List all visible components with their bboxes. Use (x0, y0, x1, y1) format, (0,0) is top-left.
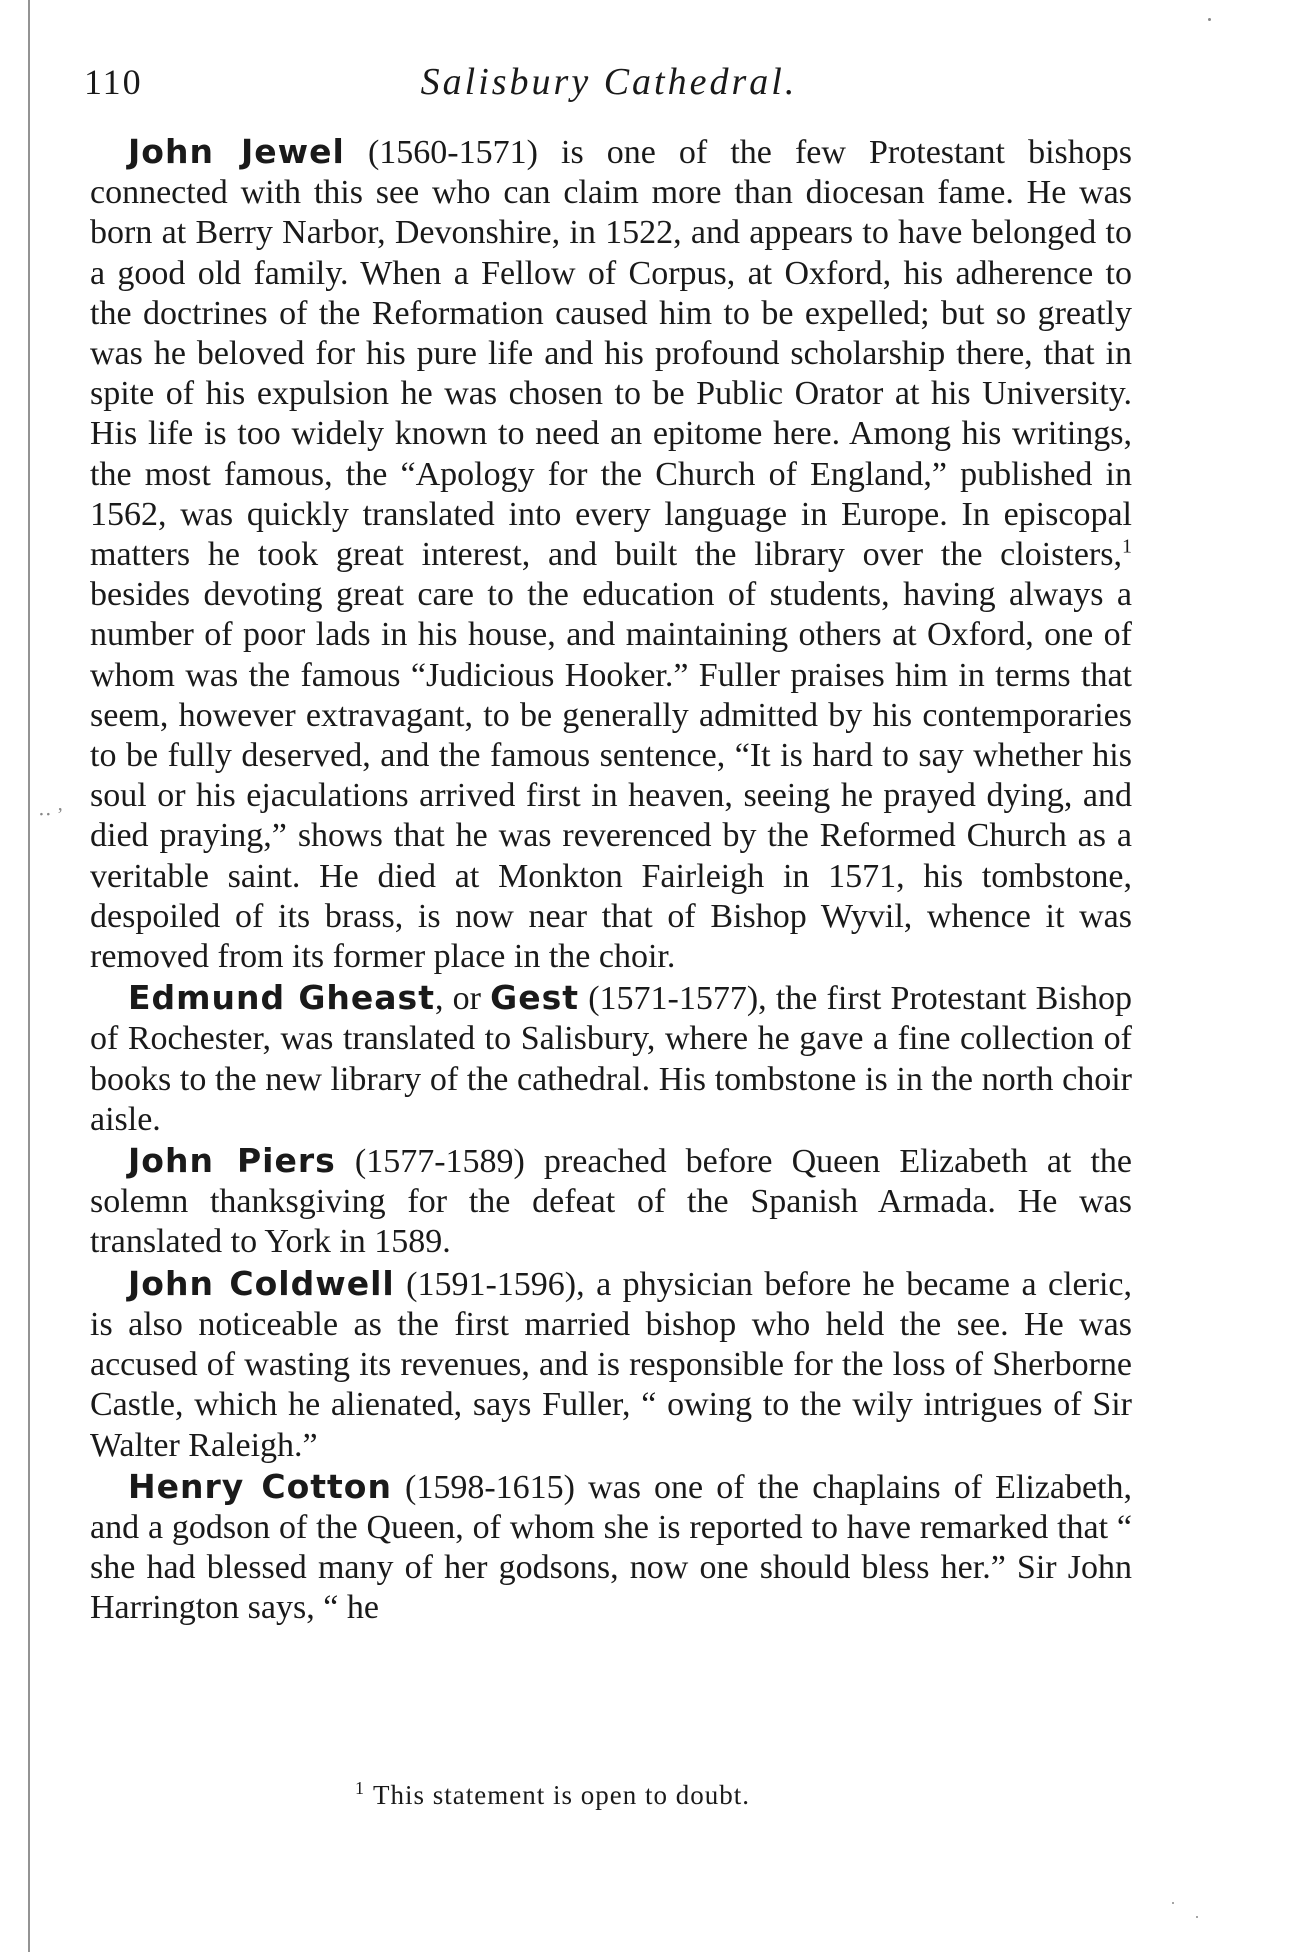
paper-speck (1208, 18, 1211, 21)
bishop-name: Edmund Gheast (128, 978, 435, 1018)
paragraph-henry-cotton (90, 1467, 1132, 1629)
paragraph-edmund-gheast (90, 978, 1132, 1140)
page-number: 110 (84, 62, 143, 102)
paragraph-text: (1598-1615) was one of the chaplains of Elizabeth, and a godson of the Queen, of whom she is reported to have remarked that “ she had blessed many of her godsons, now one should bless her.” Sir John Harrington says, “ he (90, 1468, 1132, 1627)
paragraph-text: (1577-1589) preached before Queen Elizabeth at the solemn thanksgiving for the defeat of the Spanish Armada. He was translated to York in 1589. (90, 1143, 1132, 1261)
body-text (90, 132, 1132, 1630)
paragraph-john-coldwell (90, 1264, 1132, 1466)
page-header (84, 56, 1134, 108)
margin-mark: ⋅⋅ ’ (38, 804, 64, 826)
paragraph-text: besides devoting great care to the education of students, having always a number of poor lads in his house, and maintaining others at Oxford, one of whom was the famous “Judicious Hooker.” Fuller praises him in terms that seem, however extravagant, to be generally admitted by his contemporaries to be fully deserved, and the famous sentence, “It is hard to say whether his soul or his ejaculations arrived first in heaven, seeing he prayed dying, and died praying,” shows that he was reverenced by the Reformed Church as a veritable saint. He died at Monkton Fairleigh in 1571, his tombstone, despoiled of its brass, is now near that of Bishop Wyvil, whence it was removed from its former place in the choir. (90, 576, 1132, 976)
footnote (355, 1778, 750, 1811)
bishop-alt-name: Gest (490, 978, 580, 1018)
footnote-reference: 1 (1122, 535, 1132, 558)
footnote-mark: 1 (355, 1778, 365, 1798)
paper-speck (1172, 1902, 1174, 1904)
paper-speck (1196, 1916, 1198, 1918)
paragraph-john-jewel (90, 132, 1132, 977)
page-edge-line (28, 0, 30, 1952)
bishop-name: Henry Cotton (128, 1466, 392, 1506)
running-title: Salisbury Cathedral. (420, 61, 798, 103)
paragraph-text: (1571-1577), the first Protestant Bishop of Rochester, was translated to Salisbury, where he gave a fine collection of books to the new library of the cathedral. His tombstone is in the north choir aisle. (90, 980, 1132, 1138)
bishop-name: John Piers (128, 1141, 336, 1181)
paragraph-john-piers (90, 1141, 1132, 1263)
bishop-name: John Coldwell (128, 1263, 395, 1303)
paragraph-text: (1560-1571) is one of the few Protestant bishops connected with this see who can claim more than diocesan fame. He was born at Berry Narbor, Devonshire, in 1522, and appears to have belonged to a good old family. When a Fellow of Corpus, at Oxford, his adherence to the doctrines of the Reformation caused him to be expelled; but so greatly was he beloved for his pure life and his profound scholarship there, that in spite of his expulsion he was chosen to be Public Orator at his University. His life is too widely known to need an epitome here. Among his writings, the most famous, the “Apology for the Church of England,” published in 1562, was quickly translated into every language in Europe. In episcopal matters he took great interest, and built the library over the cloisters, (90, 134, 1132, 574)
footnote-text: This statement is open to doubt. (373, 1780, 750, 1810)
paragraph-text: (1591-1596), a physician before he became a cleric, is also noticeable as the first married bishop who held the see. He was accused of wasting its revenues, and is responsible for the loss of Sherborne Castle, which he alienated, says Fuller, “ owing to the wily intrigues of Sir Walter Raleigh.” (90, 1265, 1132, 1464)
name-connector: , or (434, 980, 491, 1018)
bishop-name: John Jewel (128, 132, 345, 171)
